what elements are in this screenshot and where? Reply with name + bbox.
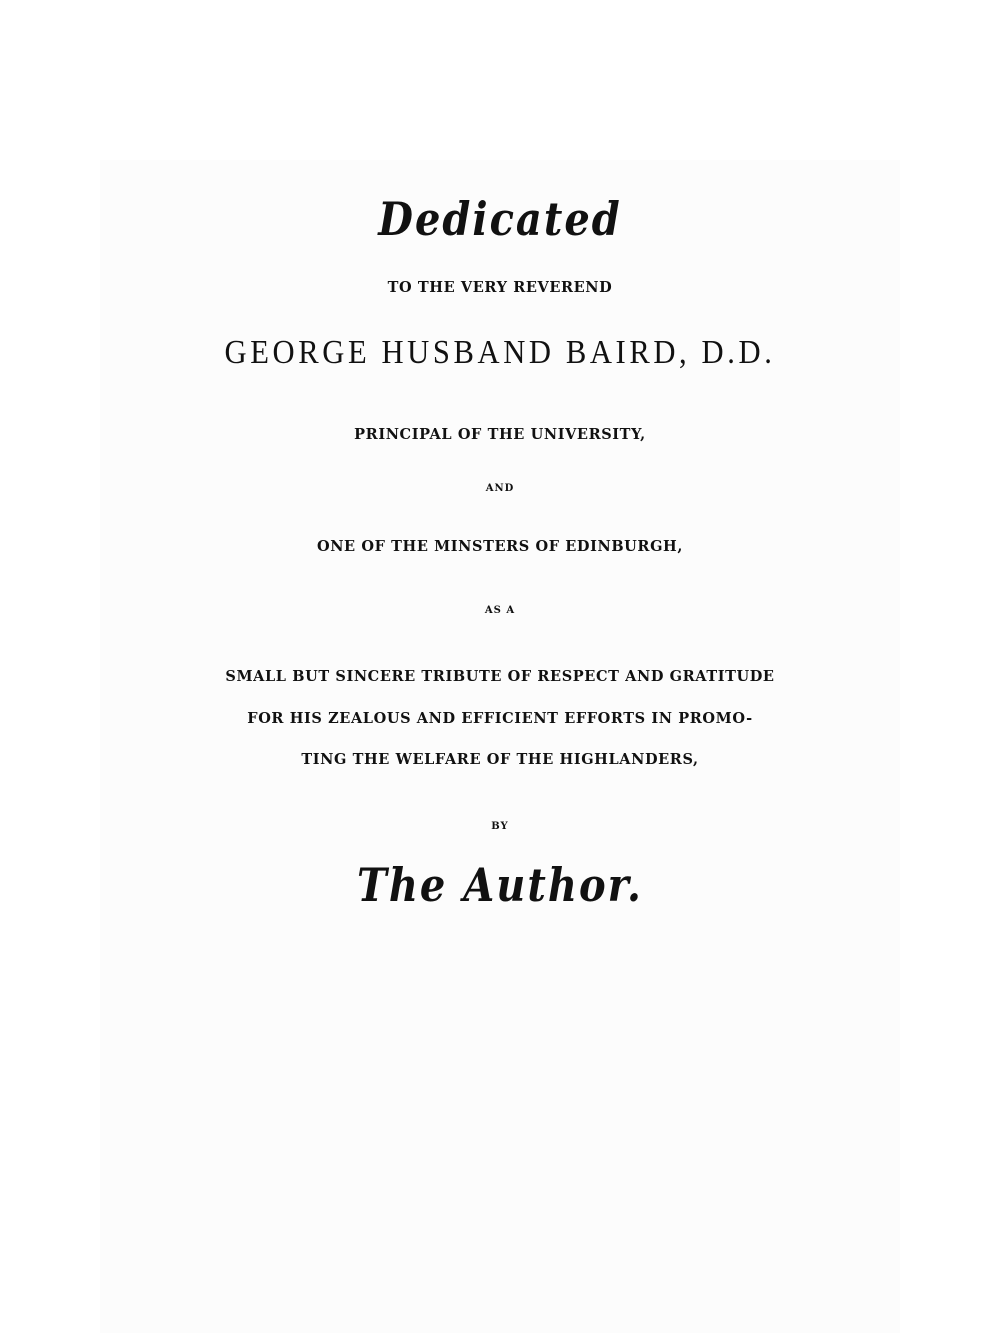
tribute-line-2: FOR HIS ZEALOUS AND EFFICIENT EFFORTS IN PROMO- xyxy=(247,710,753,727)
tribute-line-3: TING THE WELFARE OF THE HIGHLANDERS, xyxy=(301,751,699,768)
as-a-line: AS A xyxy=(484,605,516,616)
ministers-line: ONE OF THE MINSTERS OF EDINBURGH, xyxy=(316,538,684,555)
to-the-very-reverend: TO THE VERY REVEREND xyxy=(387,279,613,296)
principal-line: PRINCIPAL OF THE UNIVERSITY, xyxy=(354,426,646,443)
dedicated-heading: Dedicated xyxy=(378,192,622,247)
author-signature: The Author. xyxy=(357,858,643,913)
and-line: AND xyxy=(485,483,515,494)
tribute-line-1: SMALL BUT SINCERE TRIBUTE OF RESPECT AND GRATITUDE xyxy=(225,668,775,685)
dedicatee-name: GEORGE HUSBAND BAIRD, D.D. xyxy=(224,334,776,371)
by-line: BY xyxy=(491,821,509,832)
